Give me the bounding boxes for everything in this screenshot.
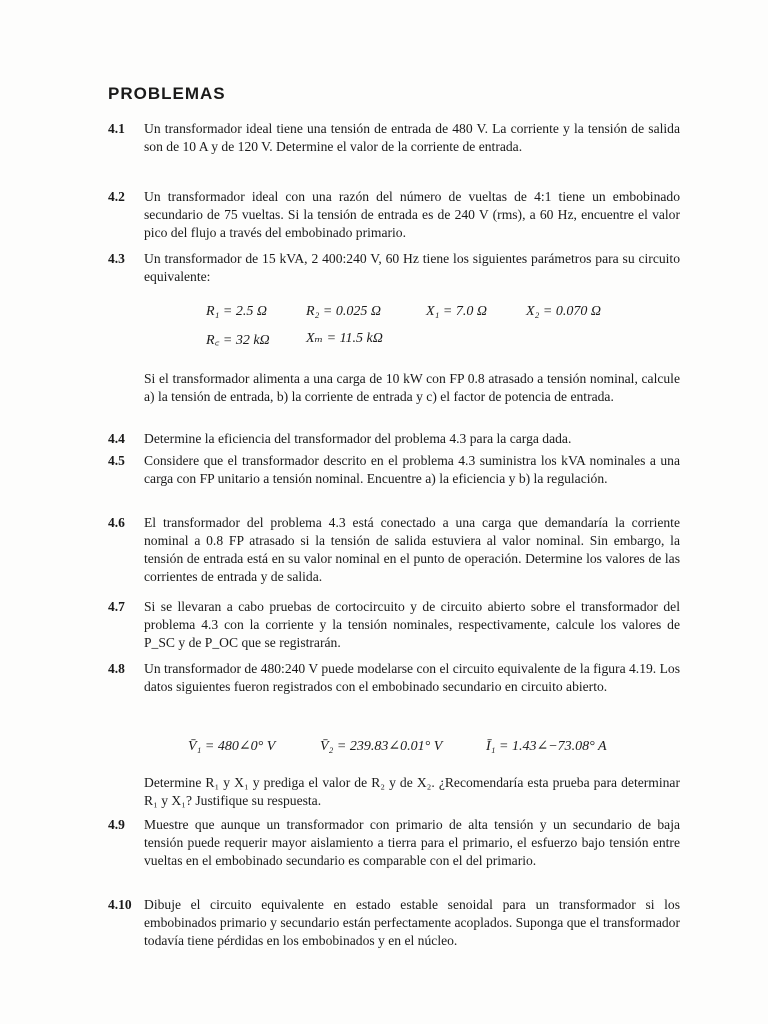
measurement-v1: V̄₁ = 480∠0° V xyxy=(188,739,276,754)
problem-number: 4.1 xyxy=(108,121,125,136)
param-xm: Xₘ = 11.5 kΩ xyxy=(306,331,383,346)
problem-text: Un transformador ideal tiene una tensión de entrada de 480 V. La corriente y la tensión de salida son de 10 A y de 120 V. Determine el valor de la corriente de entrada. xyxy=(144,121,680,154)
problem-number: 4.9 xyxy=(108,817,125,832)
problem-number: 4.4 xyxy=(108,431,125,446)
section-heading: PROBLEMAS xyxy=(108,84,226,103)
problem-text: Un transformador de 480:240 V puede modelarse con el circuito equivalente de la figura 4.19. Los datos siguientes fueron registrados con el embobinado secundario en circuito abierto. xyxy=(144,661,680,694)
problem-text: Considere que el transformador descrito en el problema 4.3 suministra los kVA nominales a una carga con FP unitario a tensión nominal. Encuentre a) la eficiencia y b) la regulación. xyxy=(144,453,680,486)
problem-text: Si se llevaran a cabo pruebas de cortocircuito y de circuito abierto sobre el transformador del problema 4.3 con la corriente y la tensión nominales, respectivamente, calcule los valores de P_SC y de P_OC que se registrarán. xyxy=(144,599,680,650)
problem-4-7 xyxy=(108,598,680,652)
problem-4-3-continuation: Si el transformador alimenta a una carga de 10 kW con FP 0.8 atrasado a tensión nominal, calcule a) la tensión de entrada, b) la corriente de entrada y c) el factor de potencia de entrada. xyxy=(144,371,680,404)
problem-4-5 xyxy=(108,452,680,488)
problem-text: Un transformador ideal con una razón del número de vueltas de 4:1 tiene un embobinado secundario de 75 vueltas. Si la tensión de entrada es de 240 V (rms), a 60 Hz, encuentre el valor pico del flujo a través del embobinado primario. xyxy=(144,189,680,240)
problem-number: 4.5 xyxy=(108,453,125,468)
problem-number: 4.2 xyxy=(108,189,125,204)
problem-number: 4.8 xyxy=(108,661,125,676)
problem-4-1 xyxy=(108,120,680,156)
problem-number: 4.6 xyxy=(108,515,125,530)
param-r2: R₂ = 0.025 Ω xyxy=(306,304,381,319)
param-x2: X₂ = 0.070 Ω xyxy=(526,304,601,319)
problem-4-3 xyxy=(108,250,680,286)
problem-4-6 xyxy=(108,514,680,586)
problem-number: 4.7 xyxy=(108,599,125,614)
problem-4-4 xyxy=(108,430,680,448)
param-rc: R꜀ = 32 kΩ xyxy=(206,333,270,348)
problem-text: Muestre que aunque un transformador con primario de alta tensión y un secundario de baja tensión puede requerir mayor aislamiento a tierra para el primario, el esfuerzo bajo tensión entre vueltas en el embobinado secundario es comparable con el del primario. xyxy=(144,817,680,868)
problem-text: Determine la eficiencia del transformador del problema 4.3 para la carga dada. xyxy=(144,431,572,446)
problem-4-9 xyxy=(108,816,680,870)
problem-4-2 xyxy=(108,188,680,242)
measurement-i1: Ī₁ = 1.43∠−73.08° A xyxy=(486,739,607,754)
problem-text: Dibuje el circuito equivalente en estado estable senoidal para un transformador si los embobinados primario y secundario están perfectamente acoplados. Suponga que el transformador todavía tiene pérdidas en los embobinados y en el núcleo. xyxy=(144,897,680,948)
problem-number: 4.3 xyxy=(108,251,125,266)
param-x1: X₁ = 7.0 Ω xyxy=(426,304,487,319)
measurement-v2: V̄₂ = 239.83∠0.01° V xyxy=(320,739,443,754)
problem-4-8-continuation: Determine R₁ y X₁ y prediga el valor de R₂ y de X₂. ¿Recomendaría esta prueba para determinar R₁ y X₁? Justifique su respuesta. xyxy=(144,775,680,808)
problem-text: Un transformador de 15 kVA, 2 400:240 V, 60 Hz tiene los siguientes parámetros para su circuito equivalente: xyxy=(144,251,680,284)
problem-4-8 xyxy=(108,660,680,696)
problem-number: 4.10 xyxy=(108,897,132,912)
problem-4-10 xyxy=(108,896,680,950)
param-r1: R₁ = 2.5 Ω xyxy=(206,304,267,319)
problem-text: El transformador del problema 4.3 está conectado a una carga que demandaría la corriente nominal a 0.8 FP atrasado si la tensión de salida estuviera al valor nominal. Sin embargo, la tensión de entrada está en su valor nominal en el punto de operación. Determine los valores de las corrientes de entrada y de salida. xyxy=(144,515,680,584)
